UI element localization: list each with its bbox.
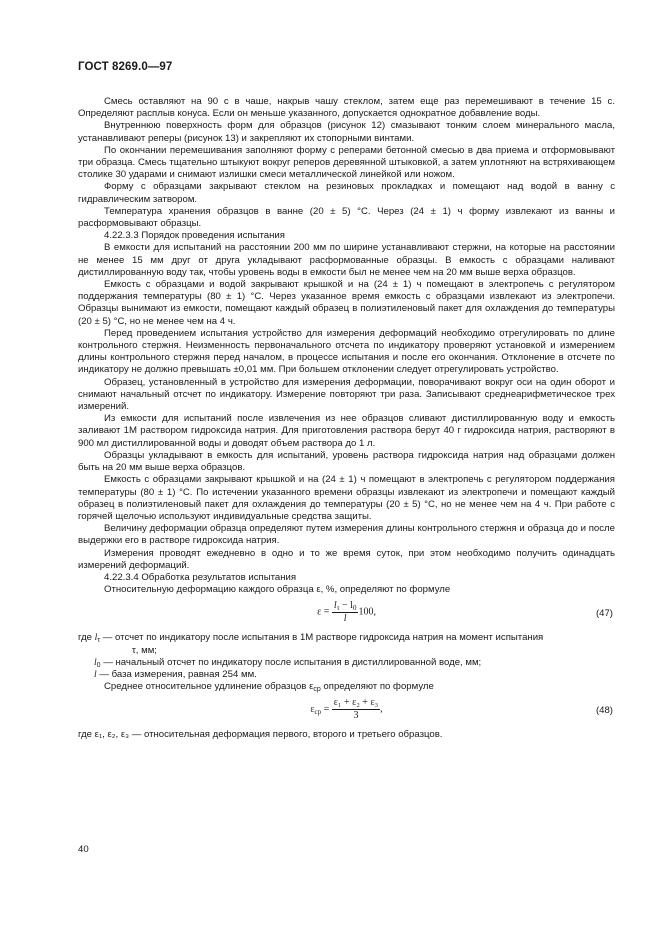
paragraph: Температура хранения образцов в ванне (20 ± 5) °С. Через (24 ± 1) ч форму извлекают из ванны и расформовывают образцы. xyxy=(78,205,615,230)
formula-47-denominator xyxy=(332,613,359,625)
document-body xyxy=(78,96,615,742)
paragraph: Внутреннюю поверхность форм для образцов (рисунок 12) смазывают тонким слоем минерального масла, устанавливают реперы (рисунок 13) и закрепляют их стопорными винтами. xyxy=(78,120,615,144)
paragraph-mean xyxy=(78,681,615,693)
var-l-denominator: l xyxy=(343,613,347,625)
paragraph: Измерения проводят ежедневно в одно и то же время суток, при этом необходимо получить одинадцать измерений деформаций. xyxy=(78,547,615,571)
formula-47-numerator xyxy=(332,600,359,613)
formula-48-number: (48) xyxy=(595,705,613,717)
formula-47 xyxy=(78,596,615,632)
formula-47-tail: 100, xyxy=(358,606,376,618)
legend-line-l0 xyxy=(78,657,615,669)
legend-text: — отсчет по индикатору после испытания в 1М растворе гидроксида натрия на момент испытания xyxy=(100,632,544,644)
paragraph: Перед проведением испытания устройство для измерения деформаций необходимо отрегулировать по длине контрольного стержня. Неизменность первоначального отсчета по индикатору проверяют установкой и измерением длины контрольного стержня перед началом, в процессе испытания и после его окончания. Отклонение в отсчете по индикатору не должно превышать ±0,01 мм. При большем отклонении следует отрегулировать устройство. xyxy=(78,327,615,376)
lhs-eps: ε xyxy=(310,703,315,715)
formula-47-lhs: ε = xyxy=(317,606,330,618)
section-heading: 4.22.3.3 Порядок проведения испытания xyxy=(104,230,285,242)
paragraph: Смесь оставляют на 90 с в чаше, накрыв чашу стеклом, затем еще раз перемешивают в течение 15 с. Определяют расплыв конуса. Если он меньше указанного, допускается однократное добавление воды. xyxy=(78,96,615,120)
formula-48-tail: , xyxy=(380,703,383,715)
legend-text: — база измерения, равная 254 мм. xyxy=(96,668,257,680)
formula-48-fraction xyxy=(332,697,380,722)
lhs-sub: ср xyxy=(314,707,322,716)
formula-48-legend: где ε₁, ε₂, ε₃ — относительная деформация первого, второго и третьего образцов. xyxy=(78,729,443,741)
legend-line-lt xyxy=(78,632,615,644)
document-header: ГОСТ 8269.0—97 xyxy=(78,61,173,73)
mean-text: Среднее относительное удлинение образцов ε xyxy=(104,681,314,693)
formula-48-lhs xyxy=(310,704,331,715)
mean-sub: ср xyxy=(313,686,321,694)
page-number: 40 xyxy=(78,844,89,855)
formula-47-number: (47) xyxy=(595,608,613,620)
formula-48-expression xyxy=(78,697,615,722)
legend-var: l xyxy=(94,632,98,644)
legend-text: — начальный отсчет по индикатору после испытания в дистиллированной воде, мм; xyxy=(100,656,482,668)
section-heading: 4.22.3.4 Обработка результатов испытания xyxy=(104,571,297,583)
legend-line-l xyxy=(78,669,615,681)
sub-zero: 0 xyxy=(352,604,357,613)
paragraph: В емкости для испытаний на расстоянии 200 мм по ширине устанавливают стержни, на которые на расстоянии не менее 15 мм друг от друга укладывают расформованные образцы. В емкость с образцами наливают дистиллированную воду так, чтобы уровень воды в емкости был не менее чем на 20 мм выше верха образцов. xyxy=(78,242,615,278)
minus-l: − l xyxy=(339,600,353,612)
where-prefix: где xyxy=(78,632,95,644)
paragraph: Форму с образцами закрывают стеклом на резиновых прокладках и помещают над водой в ванну с гидравлическим затвором. xyxy=(78,181,615,205)
paragraph: Относительную деформацию каждого образца ε, %, определяют по формуле xyxy=(104,584,451,596)
sub-tau: τ xyxy=(336,604,340,613)
paragraph: Емкость с образцами и водой закрывают крышкой и на (24 ± 1) ч помещают в электропечь с регулятором поддержания температуры (80 ± 1) °С. Через указанное время емкость с образцами извлекают из электропечи. Образцы вынимают из емкости, помещают каждый образец в полиэтиленовый пакет для охлаждения до температуры (20 ± 5) °С, но не менее чем на 4 ч. xyxy=(78,279,615,327)
paragraph: Образцы укладывают в емкость для испытаний, уровень раствора гидроксида натрия над образцами должен быть на 20 мм выше верха образцов. xyxy=(78,449,615,474)
formula-47-expression xyxy=(78,600,615,625)
formula-47-legend xyxy=(78,632,615,681)
paragraph: Из емкости для испытаний после извлечения из нее образцов сливают дистиллированную воду и емкость заливают 1М раствором гидроксида натрия. Для приготовления раствора берут 40 г гидроксида натрия, растворяют в 900 мл дистиллированной воды и доводят объем раствора до 1 л. xyxy=(78,413,615,449)
formula-47-fraction xyxy=(332,600,359,625)
paragraph: Образец, установленный в устройство для измерения деформации, поворачивают вокруг оси на один оборот и снимают начальный отсчет по индикатору. Измерение повторяют три раза. Записывают среднеарифметическое трех измерений. xyxy=(78,376,615,413)
legend-var: l xyxy=(94,656,97,668)
legend-sub: 0 xyxy=(96,661,101,669)
formula-48-numerator: ε₁ + ε₂ + ε₃ xyxy=(333,697,379,709)
paragraph: По окончании перемешивания заполняют форму с реперами бетонной смесью в два приема и отформовывают три образца. Смесь тщательно штыкуют вокруг реперов деревянной штыковкой, а затем уплотняют на встряхивающем столике 30 ударами и снимают излишки смеси металлической линейкой или ножом. xyxy=(78,144,615,181)
paragraph: Величину деформации образца определяют путем измерения длины контрольного стержня и образца до и после выдержки его в растворе гидроксида натрия. xyxy=(78,523,615,547)
mean-rest: определяют по формуле xyxy=(320,681,434,693)
legend-line-cont: τ, мм; xyxy=(132,644,157,656)
formula-48 xyxy=(78,693,615,729)
legend-var: l xyxy=(94,668,97,680)
legend-sub: τ xyxy=(97,637,101,645)
var-l: l xyxy=(333,600,337,612)
formula-48-denominator: 3 xyxy=(353,710,359,722)
equals: = xyxy=(321,703,332,715)
paragraph: Емкость с образцами закрывают крышкой и на (24 ± 1) ч помещают в электропечь с регулятором поддержания температуры (80 ± 1) °С. По истечении указанного времени образцы извлекают из электропечи и помещают каждый образец в полиэтиленовый пакет для охлаждения до температуры (20 ± 5) °С, но не менее чем на 4 ч. При работе с горячей щелочью используют индивидуальные средства защиты. xyxy=(78,474,615,522)
